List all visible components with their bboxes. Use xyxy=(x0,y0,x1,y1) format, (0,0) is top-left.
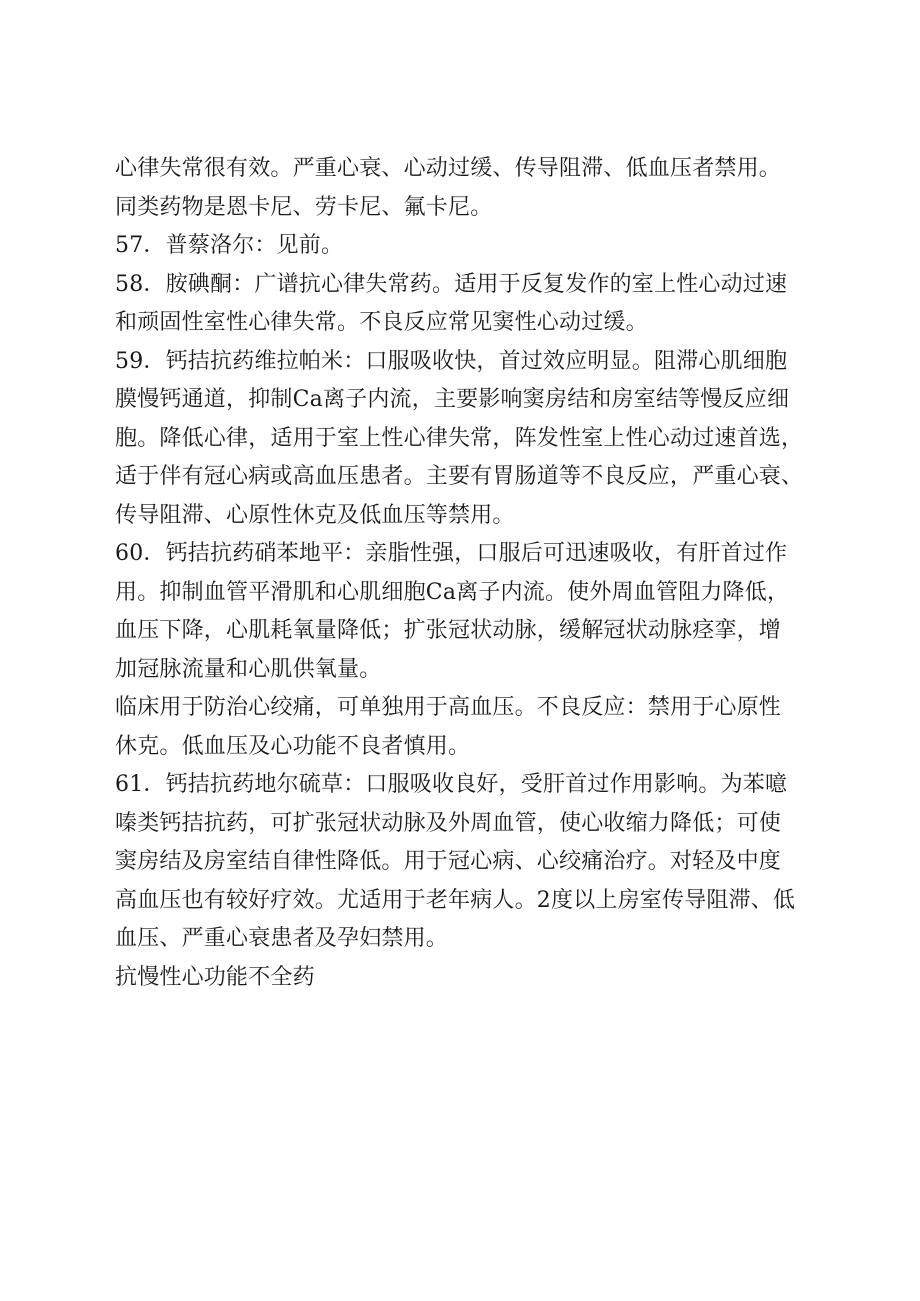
text-line: 适于伴有冠心病或高血压患者。主要有胃肠道等不良反应，严重心衰、 xyxy=(115,464,804,489)
paragraph-item-59 xyxy=(115,343,830,536)
text-line: 临床用于防治心绞痛，可单独用于高血压。不良反应：禁用于心原性 xyxy=(115,695,782,720)
text-line: 休克。低血压及心功能不良者慎用。 xyxy=(115,733,471,759)
paragraph-continuation xyxy=(115,150,830,227)
text-line: 加冠脉流量和心肌供氧量。 xyxy=(115,656,382,682)
paragraph-item-60 xyxy=(115,535,830,689)
text-line: 59．钙拮抗药维拉帕米：口服吸收快，首过效应明显。阻滞心肌细胞 xyxy=(115,348,788,374)
text-line: 嗪类钙拮抗药，可扩张冠状动脉及外周血管，使心收缩力降低；可使 xyxy=(115,810,782,836)
text-line: 传导阻滞、心原性休克及低血压等禁用。 xyxy=(115,502,515,528)
text-line: 用。抑制血管平滑肌和心肌细胞Ca离子内流。使外周血管阻力降低， xyxy=(115,579,790,605)
text-line: 60．钙拮抗药硝苯地平：亲脂性强，口服后可迅速吸收，有肝首过作 xyxy=(115,541,788,566)
text-line: 同类药物是恩卡尼、劳卡尼、氟卡尼。 xyxy=(115,194,493,220)
text-line: 61．钙拮抗药地尔硫草：口服吸收良好，受肝首过作用影响。为苯噫 xyxy=(115,772,788,797)
paragraph-item-60-clinical xyxy=(115,689,830,766)
text-line: 膜慢钙通道，抑制Ca离子内流，主要影响窦房结和房室结等慢反应细 xyxy=(115,387,790,412)
text-line: 和顽固性室性心律失常。不良反应常见窦性心动过缓。 xyxy=(115,310,648,335)
text-line: 57．普蔡洛尔：见前。 xyxy=(115,233,344,258)
text-line: 高血压也有较好疗效。尤适用于老年病人。2度以上房室传导阻滞、低 xyxy=(115,887,796,913)
section-heading xyxy=(115,959,830,998)
paragraph-item-61 xyxy=(115,766,830,959)
paragraph-item-57 xyxy=(115,227,830,266)
text-line: 窦房结及房室结自律性降低。用于冠心病、心绞痛治疗。对轻及中度 xyxy=(115,849,782,874)
text-line: 血压、严重心衰患者及孕妇禁用。 xyxy=(115,926,449,951)
paragraph-item-58 xyxy=(115,266,830,343)
text-line: 血压下降，心肌耗氧量降低；扩张冠状动脉，缓解冠状动脉痉挛，增 xyxy=(115,618,782,643)
text-line: 58．胺碘酮：广谱抗心律失常药。适用于反复发作的室上性心动过速 xyxy=(115,271,788,297)
section-heading-text: 抗慢性心功能不全药 xyxy=(115,964,315,990)
text-line: 心律失常很有效。严重心衰、心动过缓、传导阻滞、低血压者禁用。 xyxy=(115,156,782,181)
text-line: 胞。降低心律，适用于室上性心律失常，阵发性室上性心动过速首选， xyxy=(115,425,804,451)
